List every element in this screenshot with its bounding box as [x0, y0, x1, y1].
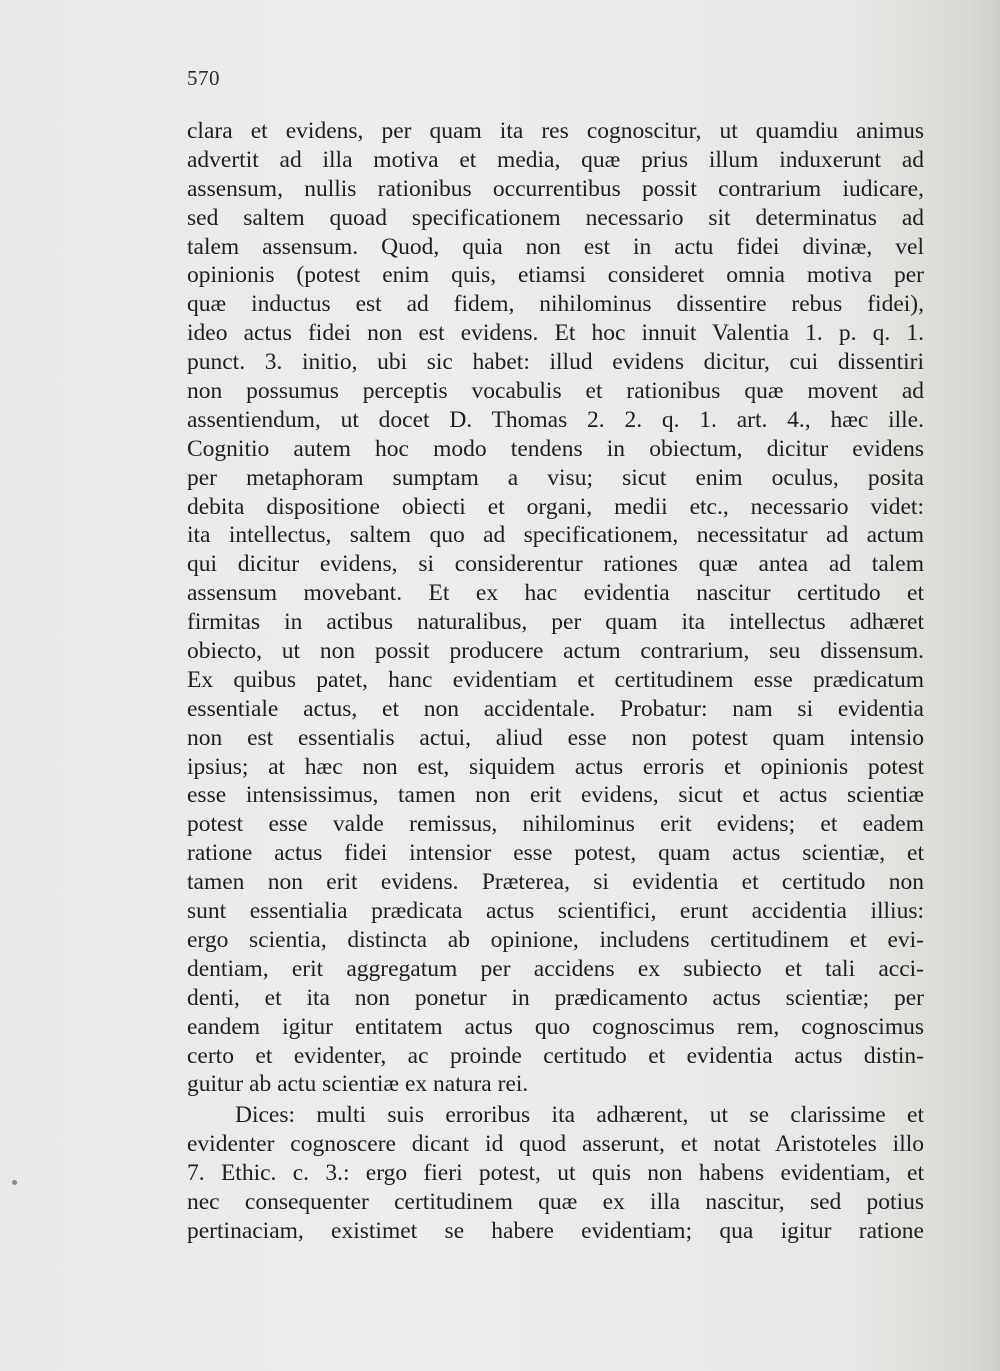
paragraph [187, 1101, 924, 1245]
text-line: non est essentialis actui, aliud esse non potest quam intensio [187, 724, 924, 751]
text-line: assentiendum, ut docet D. Thomas 2. 2. q. 1. art. 4., hæc ille. [187, 406, 924, 433]
text-line: non possumus perceptis vocabulis et rationibus quæ movent ad [187, 378, 924, 405]
text-line: 7. Ethic. c. 3.: ergo fieri potest, ut quis non habens evidentiam, et [187, 1160, 924, 1187]
text-line: dentiam, erit aggregatum per accidens ex subiecto et tali acci- [187, 955, 924, 982]
text-line: pertinaciam, existimet se habere evidentiam; qua igitur ratione [187, 1217, 924, 1244]
text-line: denti, et ita non ponetur in prædicamento actus scientiæ; per [187, 984, 924, 1011]
text-line: sed saltem quoad specificationem necessario sit determinatus ad [187, 204, 924, 231]
text-line: ratione actus fidei intensior esse potest, quam actus scientiæ, et [187, 840, 924, 867]
text-line: qui dicitur evidens, si considerentur rationes quæ antea ad talem [187, 551, 924, 578]
page-number: 570 [187, 66, 220, 90]
paragraph [187, 117, 924, 1099]
text-line: debita dispositione obiecti et organi, medii etc., necessario videt: [187, 493, 924, 520]
text-line: ipsius; at hæc non est, siquidem actus erroris et opinionis potest [187, 753, 924, 780]
text-line: esse intensissimus, tamen non erit evidens, sicut et actus scientiæ [187, 782, 924, 809]
text-line: firmitas in actibus naturalibus, per quam ita intellectus adhæret [187, 609, 924, 636]
text-line: eandem igitur entitatem actus quo cognoscimus rem, cognoscimus [187, 1013, 924, 1040]
text-line: obiecto, ut non possit producere actum contrarium, seu dissensum. [187, 638, 924, 665]
text-line: Dices: multi suis erroribus ita adhærent, ut se clarissime et [235, 1102, 924, 1129]
text-line: ita intellectus, saltem quo ad specificationem, necessitatur ad actum [187, 522, 924, 549]
text-line: nec consequenter certitudinem quæ ex illa nascitur, sed potius [187, 1188, 924, 1215]
text-line: per metaphoram sumptam a visu; sicut enim oculus, posita [187, 464, 924, 491]
text-line: evidenter cognoscere dicant id quod asserunt, et notat Aristoteles illo [187, 1131, 924, 1158]
text-line: assensum, nullis rationibus occurrentibus possit contrarium iudicare, [187, 175, 924, 202]
text-line: advertit ad illa motiva et media, quæ prius illum induxerunt ad [187, 146, 924, 173]
text-line: ideo actus fidei non est evidens. Et hoc innuit Valentia 1. p. q. 1. [187, 320, 924, 347]
text-line: talem assensum. Quod, quia non est in actu fidei divinæ, vel [187, 233, 924, 260]
text-line: guitur ab actu scientiæ ex natura rei. [187, 1071, 529, 1098]
body-text [187, 117, 924, 1246]
paper-speck [12, 1180, 17, 1185]
text-line: assensum movebant. Et ex hac evidentia nascitur certitudo et [187, 580, 924, 607]
text-line: quæ inductus est ad fidem, nihilominus dissentire rebus fidei), [187, 291, 924, 318]
text-line: tamen non erit evidens. Præterea, si evidentia et certitudo non [187, 869, 924, 896]
text-line: sunt essentialia prædicata actus scientifici, erunt accidentia illius: [187, 898, 924, 925]
text-line: Cognitio autem hoc modo tendens in obiectum, dicitur evidens [187, 435, 924, 462]
text-line: certo et evidenter, ac proinde certitudo et evidentia actus distin- [187, 1042, 924, 1069]
text-line: Ex quibus patet, hanc evidentiam et certitudinem esse prædicatum [187, 666, 924, 693]
text-line: essentiale actus, et non accidentale. Probatur: nam si evidentia [187, 695, 924, 722]
text-line: ergo scientia, distincta ab opinione, includens certitudinem et evi- [187, 926, 924, 953]
text-line: clara et evidens, per quam ita res cognoscitur, ut quamdiu animus [187, 118, 924, 144]
text-line: opinionis (potest enim quis, etiamsi consideret omnia motiva per [187, 262, 924, 289]
text-line: punct. 3. initio, ubi sic habet: illud evidens dicitur, cui dissentiri [187, 349, 924, 376]
text-line: potest esse valde remissus, nihilominus erit evidens; et eadem [187, 811, 924, 838]
